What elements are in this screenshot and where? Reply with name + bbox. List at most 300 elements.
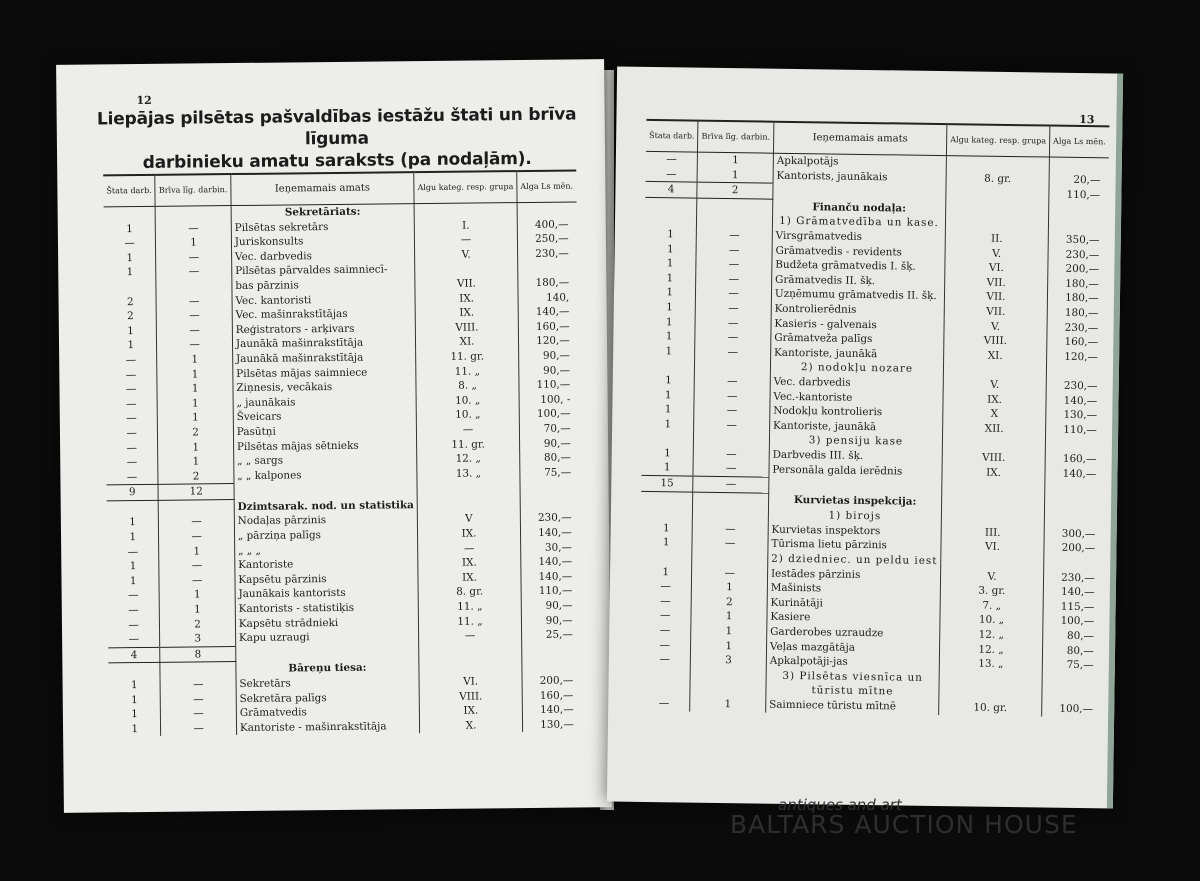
cell-staff-count: 1 bbox=[644, 300, 696, 315]
cell-salary: 140,— bbox=[538, 570, 573, 583]
cell-salary: 110,— bbox=[536, 378, 571, 391]
cell-position: „ „ sargs bbox=[234, 452, 417, 469]
cell-contract-count: — bbox=[161, 692, 237, 707]
cell-category: III. bbox=[941, 525, 1044, 541]
cell-position: Kantoriste bbox=[235, 556, 418, 573]
cell-position: 3) pensiju kase bbox=[769, 433, 942, 450]
cell-salary: 130,— bbox=[540, 718, 574, 731]
cell-salary: 200,— bbox=[1061, 542, 1096, 555]
cell-staff-count: 1 bbox=[109, 722, 161, 737]
cell-staff-count: 1 bbox=[105, 338, 157, 353]
cell-position: Tūrisma lietu pārzinis bbox=[768, 537, 941, 554]
col-header-position: Ieņemamais amats bbox=[231, 172, 415, 205]
cell-position: Kontrolierēdnis bbox=[771, 302, 944, 319]
cell-staff-count bbox=[638, 681, 690, 696]
cell-contract-count: — bbox=[692, 521, 768, 537]
cell-category: IX. bbox=[415, 291, 518, 307]
col-header-category: Algu kateg. resp. grupa bbox=[414, 171, 517, 204]
cell-contract-count: — bbox=[159, 515, 235, 530]
cell-salary: 230,— bbox=[537, 511, 572, 525]
cell-category: 10. „ bbox=[416, 393, 519, 409]
cell-category: I. bbox=[414, 218, 517, 234]
cell-category: V. bbox=[415, 247, 518, 263]
cell-salary: 110,— bbox=[1066, 188, 1101, 202]
cell-salary: 110,— bbox=[538, 584, 573, 598]
cell-contract-count: 1 bbox=[159, 587, 235, 602]
cell-salary: 140,— bbox=[1062, 467, 1097, 480]
cell-contract-count: — bbox=[694, 446, 770, 462]
cell-salary bbox=[520, 480, 579, 496]
cell-category bbox=[939, 685, 1042, 701]
cell-salary: 100, - bbox=[540, 393, 571, 406]
cell-salary bbox=[1045, 481, 1104, 497]
cell-staff-count: — bbox=[639, 608, 691, 623]
cell-staff-count bbox=[104, 206, 156, 222]
cell-staff-count: 1 bbox=[645, 227, 697, 242]
cell-position: „ jaunākais bbox=[233, 394, 416, 411]
cell-staff-count: 1 bbox=[109, 692, 161, 707]
cell-salary: 100,— bbox=[1059, 702, 1094, 716]
cell-category: 10. gr. bbox=[939, 700, 1042, 716]
cell-salary bbox=[520, 496, 579, 512]
cell-contract-count: — bbox=[161, 721, 237, 736]
cell-contract-count: — bbox=[693, 461, 769, 477]
cell-staff-count bbox=[104, 280, 156, 295]
cell-position: Vec. darbvedis bbox=[770, 375, 943, 392]
cell-contract-count: — bbox=[696, 242, 772, 258]
cell-salary: 230,— bbox=[1064, 321, 1099, 334]
cell-contract-count: — bbox=[695, 344, 771, 360]
cell-salary: 140,— bbox=[538, 555, 573, 569]
cell-category bbox=[417, 481, 520, 498]
cell-staff-count: — bbox=[646, 151, 698, 167]
cell-staff-count bbox=[640, 550, 692, 565]
cell-category: VI. bbox=[945, 260, 1048, 276]
cell-position: Ziņnesis, vecākais bbox=[233, 379, 416, 396]
cell-contract-count: 2 bbox=[158, 425, 234, 440]
cell-category: 10. „ bbox=[416, 407, 519, 423]
cell-salary: 130,— bbox=[1063, 408, 1098, 422]
cell-position: Kantorists - statistiķis bbox=[235, 600, 418, 617]
cell-category: 11. „ bbox=[419, 614, 522, 630]
cell-contract-count: 2 bbox=[697, 182, 773, 199]
cell-position: Personāla galda ierēdnis bbox=[769, 462, 942, 480]
cell-category bbox=[419, 643, 522, 660]
cell-staff-count: 15 bbox=[641, 475, 693, 491]
cell-salary bbox=[522, 658, 581, 674]
cell-position: Sekretārs bbox=[236, 675, 419, 692]
cell-category bbox=[942, 435, 1045, 451]
cell-salary: 20,— bbox=[1073, 173, 1101, 187]
cell-position: Veļas mazgātāja bbox=[766, 639, 939, 656]
cell-salary bbox=[1044, 497, 1103, 513]
cell-salary: 70,— bbox=[543, 422, 571, 435]
cell-staff-count: — bbox=[106, 397, 158, 412]
cell-position: Kantorists, jaunākais bbox=[773, 168, 946, 186]
cell-category: 10. „ bbox=[940, 612, 1043, 628]
cell-salary bbox=[1048, 218, 1107, 233]
cell-staff-count: 1 bbox=[641, 521, 693, 536]
cell-category: 11. gr. bbox=[417, 437, 520, 453]
title-line-1: Liepājas pilsētas pašvaldības iestāžu štati un brīva līguma bbox=[96, 104, 577, 150]
cell-position: Kantoriste - mašinrakstītāja bbox=[236, 719, 419, 736]
table-header-row bbox=[103, 170, 576, 206]
cell-position: Nodaļas pārzinis bbox=[234, 513, 417, 530]
cell-position: Vec. kantoristi bbox=[232, 292, 415, 309]
cell-position: Kantoriste, jaunākā bbox=[770, 345, 943, 362]
cell-contract-count: 1 bbox=[691, 624, 767, 640]
cell-position: Nodokļu kontrolieris bbox=[770, 404, 943, 421]
cell-position: Dzimtsarak. nod. un statistika bbox=[234, 498, 417, 515]
cell-position: Grāmatvedis II. šķ. bbox=[771, 272, 944, 289]
cell-contract-count: 1 bbox=[690, 697, 766, 713]
cell-salary bbox=[1046, 364, 1105, 379]
cell-position: Garderobes uzraudze bbox=[767, 625, 940, 642]
cell-salary: 90,— bbox=[543, 437, 571, 450]
cell-position: Kapsētu strādnieki bbox=[235, 615, 418, 632]
cell-contract-count: — bbox=[156, 250, 232, 265]
cell-position: Sekretāra palīgs bbox=[236, 690, 419, 707]
cell-position: tūristu mītne bbox=[766, 683, 939, 700]
cell-staff-count: 1 bbox=[643, 373, 695, 388]
page-number-right: 13 bbox=[1079, 112, 1095, 127]
cell-contract-count: 1 bbox=[159, 544, 235, 559]
cell-category: — bbox=[415, 232, 518, 248]
cell-staff-count: 1 bbox=[642, 417, 694, 432]
cell-position: Kasieris - galvenais bbox=[771, 316, 944, 333]
cell-contract-count: — bbox=[693, 476, 769, 493]
cell-position: Kurvietas inspekcija: bbox=[768, 493, 941, 511]
cell-contract-count bbox=[697, 213, 773, 229]
cell-category bbox=[415, 261, 518, 277]
cell-position: Grāmatveža palīgs bbox=[771, 331, 944, 348]
cell-position: Budžeta grāmatvedis I. šķ. bbox=[772, 258, 945, 275]
col-header-salary: Alga Ls mēn. bbox=[517, 170, 577, 202]
cell-staff-count: 9 bbox=[107, 485, 159, 501]
cell-category: V. bbox=[941, 569, 1044, 585]
cell-position: Apkalpotājs bbox=[773, 153, 946, 171]
cell-staff-count: — bbox=[108, 617, 160, 632]
cell-salary bbox=[517, 202, 576, 218]
cell-contract-count: 12 bbox=[158, 484, 234, 500]
cell-category: IX. bbox=[418, 526, 521, 542]
cell-staff-count: — bbox=[106, 411, 158, 426]
cell-staff-count: 1 bbox=[104, 265, 156, 280]
cell-contract-count: — bbox=[692, 565, 768, 581]
cell-salary: 100,— bbox=[1060, 615, 1095, 628]
cell-category: V. bbox=[943, 377, 1046, 393]
cell-category bbox=[941, 510, 1044, 526]
cell-category: VIII. bbox=[419, 689, 522, 705]
cell-contract-count: 1 bbox=[158, 410, 234, 425]
cell-contract-count bbox=[693, 492, 769, 508]
cell-position: Kasiere bbox=[767, 610, 940, 627]
cell-salary: 350,— bbox=[1065, 233, 1100, 247]
cell-category: 12. „ bbox=[940, 642, 1043, 658]
cell-position: Vec. mašinrakstītājas bbox=[232, 306, 415, 323]
cell-category: VIII. bbox=[944, 333, 1047, 349]
cell-salary: 75,— bbox=[1066, 659, 1094, 672]
cell-category: XII. bbox=[943, 421, 1046, 437]
cell-position: Uzņēmumu grāmatvedis II. šķ. bbox=[771, 287, 944, 304]
cell-staff-count: 1 bbox=[104, 251, 156, 266]
cell-staff-count: — bbox=[639, 623, 691, 638]
cell-staff-count: 1 bbox=[643, 314, 695, 329]
cell-staff-count: 1 bbox=[642, 387, 694, 402]
cell-salary bbox=[1045, 437, 1104, 452]
cell-salary: 140, bbox=[546, 291, 570, 304]
cell-category: 11. „ bbox=[416, 364, 519, 380]
cell-staff-count: — bbox=[108, 632, 160, 648]
cell-contract-count bbox=[160, 662, 236, 678]
cell-position: Šveicars bbox=[233, 408, 416, 425]
cell-contract-count: 2 bbox=[691, 594, 767, 610]
cell-salary: 250,— bbox=[535, 232, 569, 246]
cell-contract-count: 1 bbox=[157, 396, 233, 411]
cell-contract-count: — bbox=[695, 315, 771, 331]
cell-staff-count bbox=[641, 491, 693, 507]
cell-contract-count: 1 bbox=[160, 602, 236, 617]
cell-contract-count: — bbox=[694, 403, 770, 419]
cell-position: Kantoriste, jaunākā bbox=[769, 418, 942, 435]
cell-salary bbox=[1044, 556, 1103, 571]
cell-salary: 80,— bbox=[543, 451, 571, 464]
cell-staff-count: 1 bbox=[640, 535, 692, 550]
cell-category: VII. bbox=[944, 304, 1047, 320]
title-line-2: darbinieku amatu saraksts (pa nodaļām). bbox=[142, 148, 532, 173]
cell-salary: 180,— bbox=[1065, 277, 1099, 290]
cell-staff-count: — bbox=[640, 579, 692, 594]
cell-staff-count: 1 bbox=[643, 329, 695, 344]
cell-salary: 80,— bbox=[1066, 629, 1095, 643]
col-header-contract: Brīva līg. darbin. bbox=[698, 121, 774, 154]
cell-category: XI. bbox=[944, 348, 1047, 364]
cell-category: XI. bbox=[416, 334, 519, 350]
cell-staff-count: 1 bbox=[107, 559, 159, 574]
cell-contract-count: — bbox=[697, 228, 773, 244]
cell-contract-count: 1 bbox=[157, 381, 233, 396]
cell-staff-count bbox=[639, 667, 691, 682]
cell-staff-count bbox=[107, 500, 159, 516]
cell-position: Mašinists bbox=[767, 581, 940, 598]
cell-category: 8. „ bbox=[416, 378, 519, 394]
cell-category: 11. gr. bbox=[416, 349, 519, 365]
cell-salary: 110,— bbox=[1063, 423, 1097, 436]
cell-salary: 90,— bbox=[545, 614, 573, 627]
cell-contract-count: 3 bbox=[160, 631, 236, 647]
cell-position: Kapsētu pārzinis bbox=[235, 571, 418, 588]
cell-contract-count: 1 bbox=[697, 167, 773, 183]
cell-category: 13. „ bbox=[939, 656, 1042, 672]
staff-table-left bbox=[103, 169, 582, 736]
cell-salary bbox=[1042, 672, 1101, 687]
cell-category: VIII. bbox=[942, 450, 1045, 466]
cell-staff-count: 1 bbox=[644, 285, 696, 300]
cell-category: VI. bbox=[419, 674, 522, 690]
cell-contract-count: — bbox=[692, 536, 768, 552]
cell-position: Jaunākā mašinrakstītāja bbox=[233, 350, 416, 367]
cell-contract-count bbox=[693, 507, 769, 523]
cell-salary: 80,— bbox=[1066, 644, 1094, 657]
cell-staff-count: — bbox=[106, 426, 158, 441]
cell-position: Kapu uzraugi bbox=[235, 629, 418, 646]
cell-category: IX. bbox=[942, 465, 1045, 482]
cell-category: X. bbox=[420, 718, 523, 734]
cell-category: 8. gr. bbox=[946, 171, 1049, 188]
cell-salary: 400,— bbox=[534, 218, 569, 231]
cell-contract-count: — bbox=[159, 558, 235, 573]
cell-contract-count: — bbox=[160, 677, 236, 692]
cell-category: IX. bbox=[419, 703, 522, 719]
cell-category: V. bbox=[945, 246, 1048, 262]
cell-contract-count bbox=[690, 682, 766, 698]
cell-staff-count: — bbox=[106, 440, 158, 455]
cell-salary: 140,— bbox=[1063, 394, 1098, 407]
cell-salary: 300,— bbox=[1061, 527, 1096, 541]
cell-staff-count: — bbox=[108, 603, 160, 618]
cell-salary: 160,— bbox=[539, 689, 574, 702]
cell-position: Saimniece tūristu mītnē bbox=[766, 698, 939, 715]
cell-position: „ pārziņa palīgs bbox=[234, 527, 417, 544]
cell-contract-count bbox=[697, 198, 773, 214]
cell-position: Vec. darbvedis bbox=[231, 248, 414, 265]
cell-contract-count: 2 bbox=[160, 617, 236, 632]
cell-contract-count: — bbox=[159, 529, 235, 544]
cell-contract-count: — bbox=[696, 271, 772, 287]
cell-staff-count: 1 bbox=[644, 256, 696, 271]
cell-staff-count: 1 bbox=[645, 241, 697, 256]
cell-category bbox=[946, 156, 1049, 173]
cell-contract-count: — bbox=[156, 294, 232, 309]
cell-staff-count: 1 bbox=[642, 446, 694, 461]
cell-category: 7. „ bbox=[940, 598, 1043, 614]
cell-position: Kurvietas inspektors bbox=[768, 523, 941, 540]
cell-category: IX. bbox=[415, 305, 518, 321]
cell-category bbox=[417, 496, 520, 512]
cell-staff-count bbox=[641, 506, 693, 521]
cell-position: Sekretāriats: bbox=[231, 204, 414, 221]
cell-contract-count: — bbox=[159, 573, 235, 588]
cell-contract-count bbox=[155, 206, 231, 222]
cell-staff-count: 2 bbox=[105, 294, 157, 309]
cell-position: 1) Grāmatvedība un kase. bbox=[772, 214, 945, 231]
cell-salary: 140,— bbox=[539, 703, 574, 717]
cell-staff-count: 4 bbox=[645, 182, 697, 198]
right-page bbox=[607, 67, 1123, 809]
cell-staff-count bbox=[645, 212, 697, 227]
cell-contract-count: 1 bbox=[157, 367, 233, 382]
cell-salary bbox=[1042, 687, 1101, 702]
cell-staff-count: — bbox=[106, 470, 158, 486]
cell-category: 12. „ bbox=[417, 451, 520, 467]
cell-salary bbox=[1049, 203, 1108, 219]
cell-contract-count: 1 bbox=[698, 152, 774, 168]
cell-staff-count: 1 bbox=[104, 221, 156, 236]
cell-salary: 140,— bbox=[1060, 585, 1095, 599]
cell-contract-count: — bbox=[694, 417, 770, 433]
cell-contract-count: 1 bbox=[691, 609, 767, 625]
col-header-staff: Štata darb. bbox=[646, 120, 698, 152]
cell-position: Apkalpotāji-jas bbox=[766, 654, 939, 671]
cell-salary: 90,— bbox=[542, 349, 570, 362]
col-header-salary: Alga Ls mēn. bbox=[1049, 126, 1109, 158]
cell-position: Pasūtņi bbox=[233, 423, 416, 440]
cell-contract-count: 1 bbox=[692, 580, 768, 596]
cell-contract-count bbox=[695, 359, 771, 375]
cell-category bbox=[414, 203, 517, 219]
cell-contract-count: 2 bbox=[158, 469, 234, 485]
cell-salary: 180,— bbox=[1064, 306, 1099, 320]
cell-salary bbox=[518, 261, 577, 276]
cell-salary bbox=[522, 643, 581, 659]
cell-category: VII. bbox=[415, 276, 518, 292]
cell-position: Kurinātāji bbox=[767, 595, 940, 612]
cell-contract-count: — bbox=[696, 301, 772, 317]
cell-position: Jaunākais kantorists bbox=[235, 586, 418, 603]
cell-staff-count: 1 bbox=[109, 678, 161, 693]
cell-salary: 100,— bbox=[536, 407, 571, 421]
cell-position: Grāmatvedis bbox=[236, 704, 419, 721]
cell-staff-count: — bbox=[105, 382, 157, 397]
cell-contract-count: — bbox=[694, 388, 770, 404]
watermark-tagline: antiques and art bbox=[778, 796, 902, 814]
cell-position: 3) Pilsētas viesnīca un bbox=[766, 668, 939, 685]
watermark bbox=[730, 796, 1170, 839]
cell-staff-count: — bbox=[104, 236, 156, 251]
cell-contract-count: 1 bbox=[158, 454, 234, 469]
col-header-staff: Štata darb. bbox=[103, 175, 155, 207]
cell-position: Finanču nodaļa: bbox=[773, 199, 946, 217]
cell-category: 8. gr. bbox=[418, 584, 521, 600]
left-page bbox=[56, 59, 612, 813]
cell-salary: 90,— bbox=[545, 599, 573, 612]
cell-contract-count: — bbox=[157, 323, 233, 338]
cell-staff-count: 4 bbox=[108, 647, 160, 663]
cell-category: 13. „ bbox=[417, 466, 520, 482]
cell-staff-count bbox=[108, 663, 160, 679]
cell-contract-count: — bbox=[156, 221, 232, 236]
cell-salary: 160,— bbox=[1064, 335, 1099, 349]
cell-staff-count: 1 bbox=[107, 574, 159, 589]
cell-category: — bbox=[418, 541, 521, 557]
cell-category: V. bbox=[944, 319, 1047, 335]
cell-position: 1) birojs bbox=[768, 508, 941, 525]
cell-position: Iestādes pārzinis bbox=[767, 566, 940, 583]
cell-category bbox=[946, 186, 1049, 203]
watermark-brand: BALTARS AUCTION HOUSE bbox=[730, 810, 1078, 839]
cell-salary bbox=[1044, 512, 1103, 527]
cell-category: IX. bbox=[943, 392, 1046, 408]
cell-position: Juriskonsults bbox=[231, 233, 414, 250]
page-title bbox=[97, 103, 578, 174]
cell-staff-count: — bbox=[108, 588, 160, 603]
staff-table-right bbox=[638, 119, 1109, 717]
cell-category: 3. gr. bbox=[940, 583, 1043, 599]
cell-category bbox=[939, 671, 1042, 687]
page-number-left: 12 bbox=[136, 93, 152, 108]
cell-staff-count: — bbox=[105, 353, 157, 368]
cell-salary: 160,— bbox=[1062, 452, 1097, 466]
cell-position: „ „ kalpones bbox=[234, 467, 417, 484]
cell-contract-count: 3 bbox=[691, 653, 767, 669]
cell-staff-count: 1 bbox=[644, 271, 696, 286]
cell-position: Pilsētas mājas sētnieks bbox=[233, 438, 416, 455]
col-header-position: Ieņemamais amats bbox=[773, 122, 947, 156]
cell-category bbox=[946, 201, 1049, 218]
cell-contract-count bbox=[692, 551, 768, 567]
cell-category bbox=[941, 554, 1044, 570]
cell-staff-count: — bbox=[105, 367, 157, 382]
